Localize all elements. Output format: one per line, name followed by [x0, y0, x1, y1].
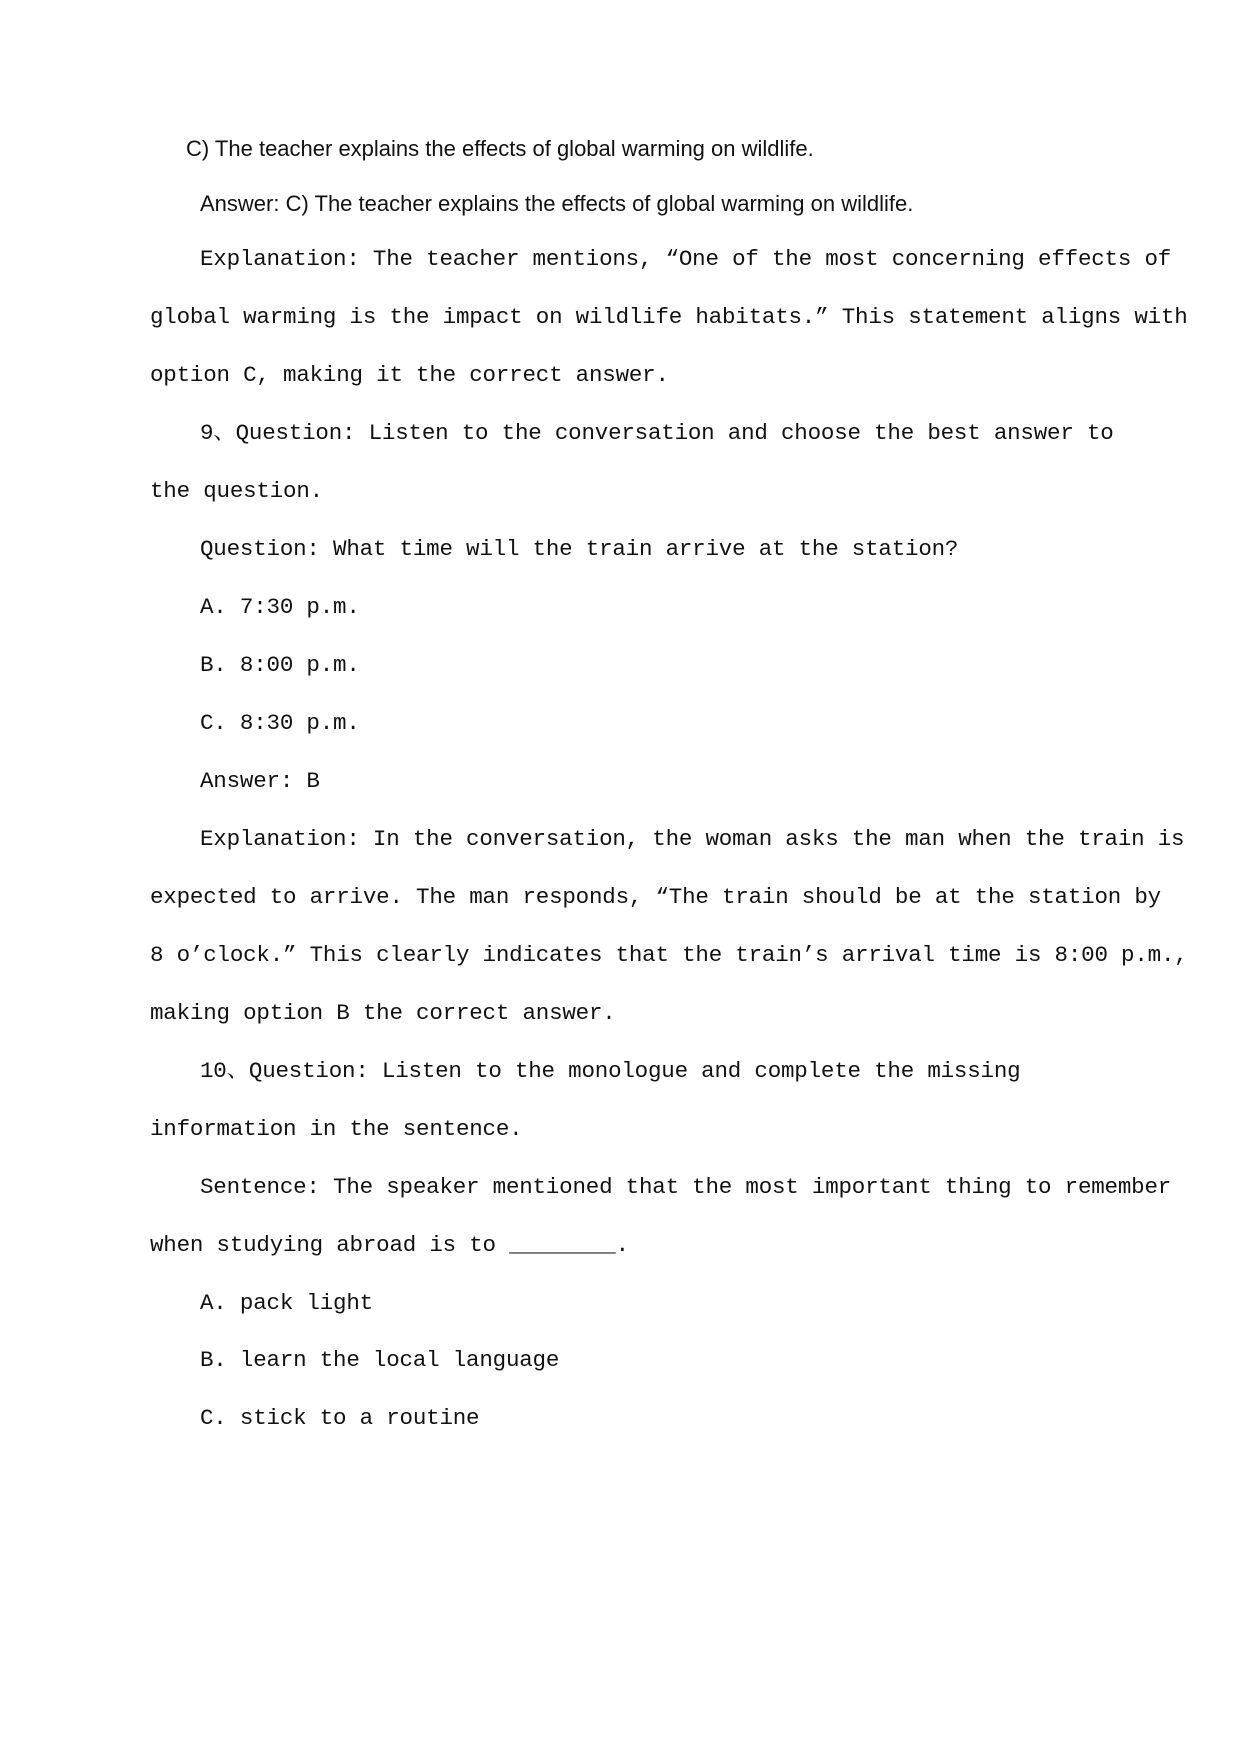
q9-heading-line-1: 9、Question: Listen to the conversation and choose the best answer to — [200, 420, 1114, 446]
q9-option-b: B. 8:00 p.m. — [200, 652, 360, 678]
q9-explanation-line-1: Explanation: In the conversation, the woman asks the man when the train is — [200, 826, 1185, 852]
q10-sentence-line-2: when studying abroad is to ________. — [150, 1232, 629, 1258]
q8-option-c: C) The teacher explains the effects of global warming on wildlife. — [186, 136, 814, 161]
q9-question: Question: What time will the train arrive at the station? — [200, 536, 959, 562]
q10-heading-line-1: 10、Question: Listen to the monologue and complete the missing — [200, 1058, 1021, 1084]
q9-explanation-line-4: making option B the correct answer. — [150, 1000, 616, 1026]
q10-option-a: A. pack light — [200, 1290, 373, 1316]
q8-answer: Answer: C) The teacher explains the effects of global warming on wildlife. — [200, 191, 914, 216]
q9-explanation-line-2: expected to arrive. The man responds, “The train should be at the station by — [150, 884, 1161, 910]
q8-explanation-line-2: global warming is the impact on wildlife habitats.” This statement aligns with — [150, 304, 1188, 330]
q10-heading-line-2: information in the sentence. — [150, 1116, 523, 1142]
q8-explanation-line-1: Explanation: The teacher mentions, “One of the most concerning effects of — [200, 246, 1172, 272]
q9-heading-line-2: the question. — [150, 478, 323, 504]
q10-option-b: B. learn the local language — [200, 1347, 560, 1373]
q8-explanation-line-3: option C, making it the correct answer. — [150, 362, 669, 388]
q9-explanation-line-3: 8 o’clock.” This clearly indicates that the train’s arrival time is 8:00 p.m., — [150, 942, 1188, 968]
q10-option-c: C. stick to a routine — [200, 1405, 480, 1431]
q10-sentence-line-1: Sentence: The speaker mentioned that the most important thing to remember — [200, 1174, 1172, 1200]
q9-answer: Answer: B — [200, 768, 320, 794]
q9-option-a: A. 7:30 p.m. — [200, 594, 360, 620]
q9-option-c: C. 8:30 p.m. — [200, 710, 360, 736]
